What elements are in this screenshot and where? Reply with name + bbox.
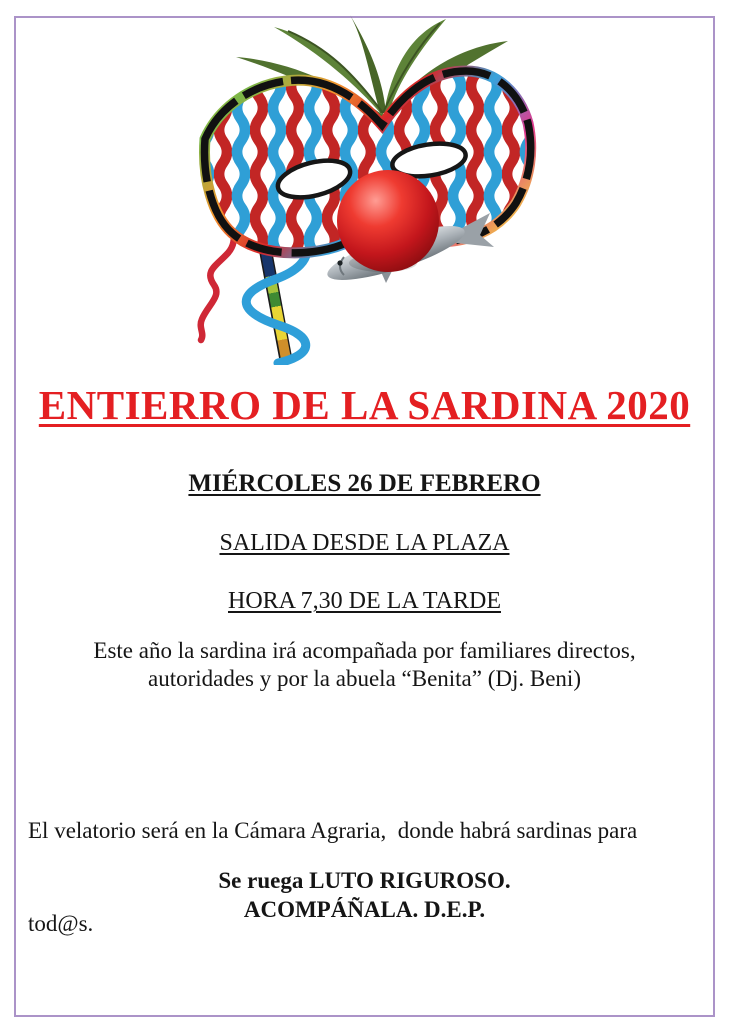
mourning-line-1: Se ruega LUTO RIGUROSO. [218, 868, 511, 893]
event-day-line: MIÉRCOLES 26 DE FEBRERO [188, 470, 541, 497]
wake-line-1: El velatorio será en la Cámara Agraria, donde habrá sardinas para [28, 818, 638, 843]
departure-line: SALIDA DESDE LA PLAZA [219, 530, 510, 556]
mask-illustration [178, 13, 550, 365]
time-line: HORA 7,30 DE LA TARDE [228, 588, 501, 614]
poster-title: ENTIERRO DE LA SARDINA 2020 [38, 382, 691, 428]
companions-line-1: Este año la sardina irá acompañada por familiares directos, [93, 638, 636, 663]
mourning-lines [0, 866, 729, 924]
wake-line-2: tod@s. [28, 911, 94, 936]
companions-paragraph [0, 637, 729, 693]
clown-nose-icon [337, 170, 439, 272]
companions-line-2: autoridades y por la abuela “Benita” (Dj. Beni) [147, 666, 581, 691]
mourning-line-2: ACOMPÁÑALA. D.E.P. [243, 897, 486, 922]
